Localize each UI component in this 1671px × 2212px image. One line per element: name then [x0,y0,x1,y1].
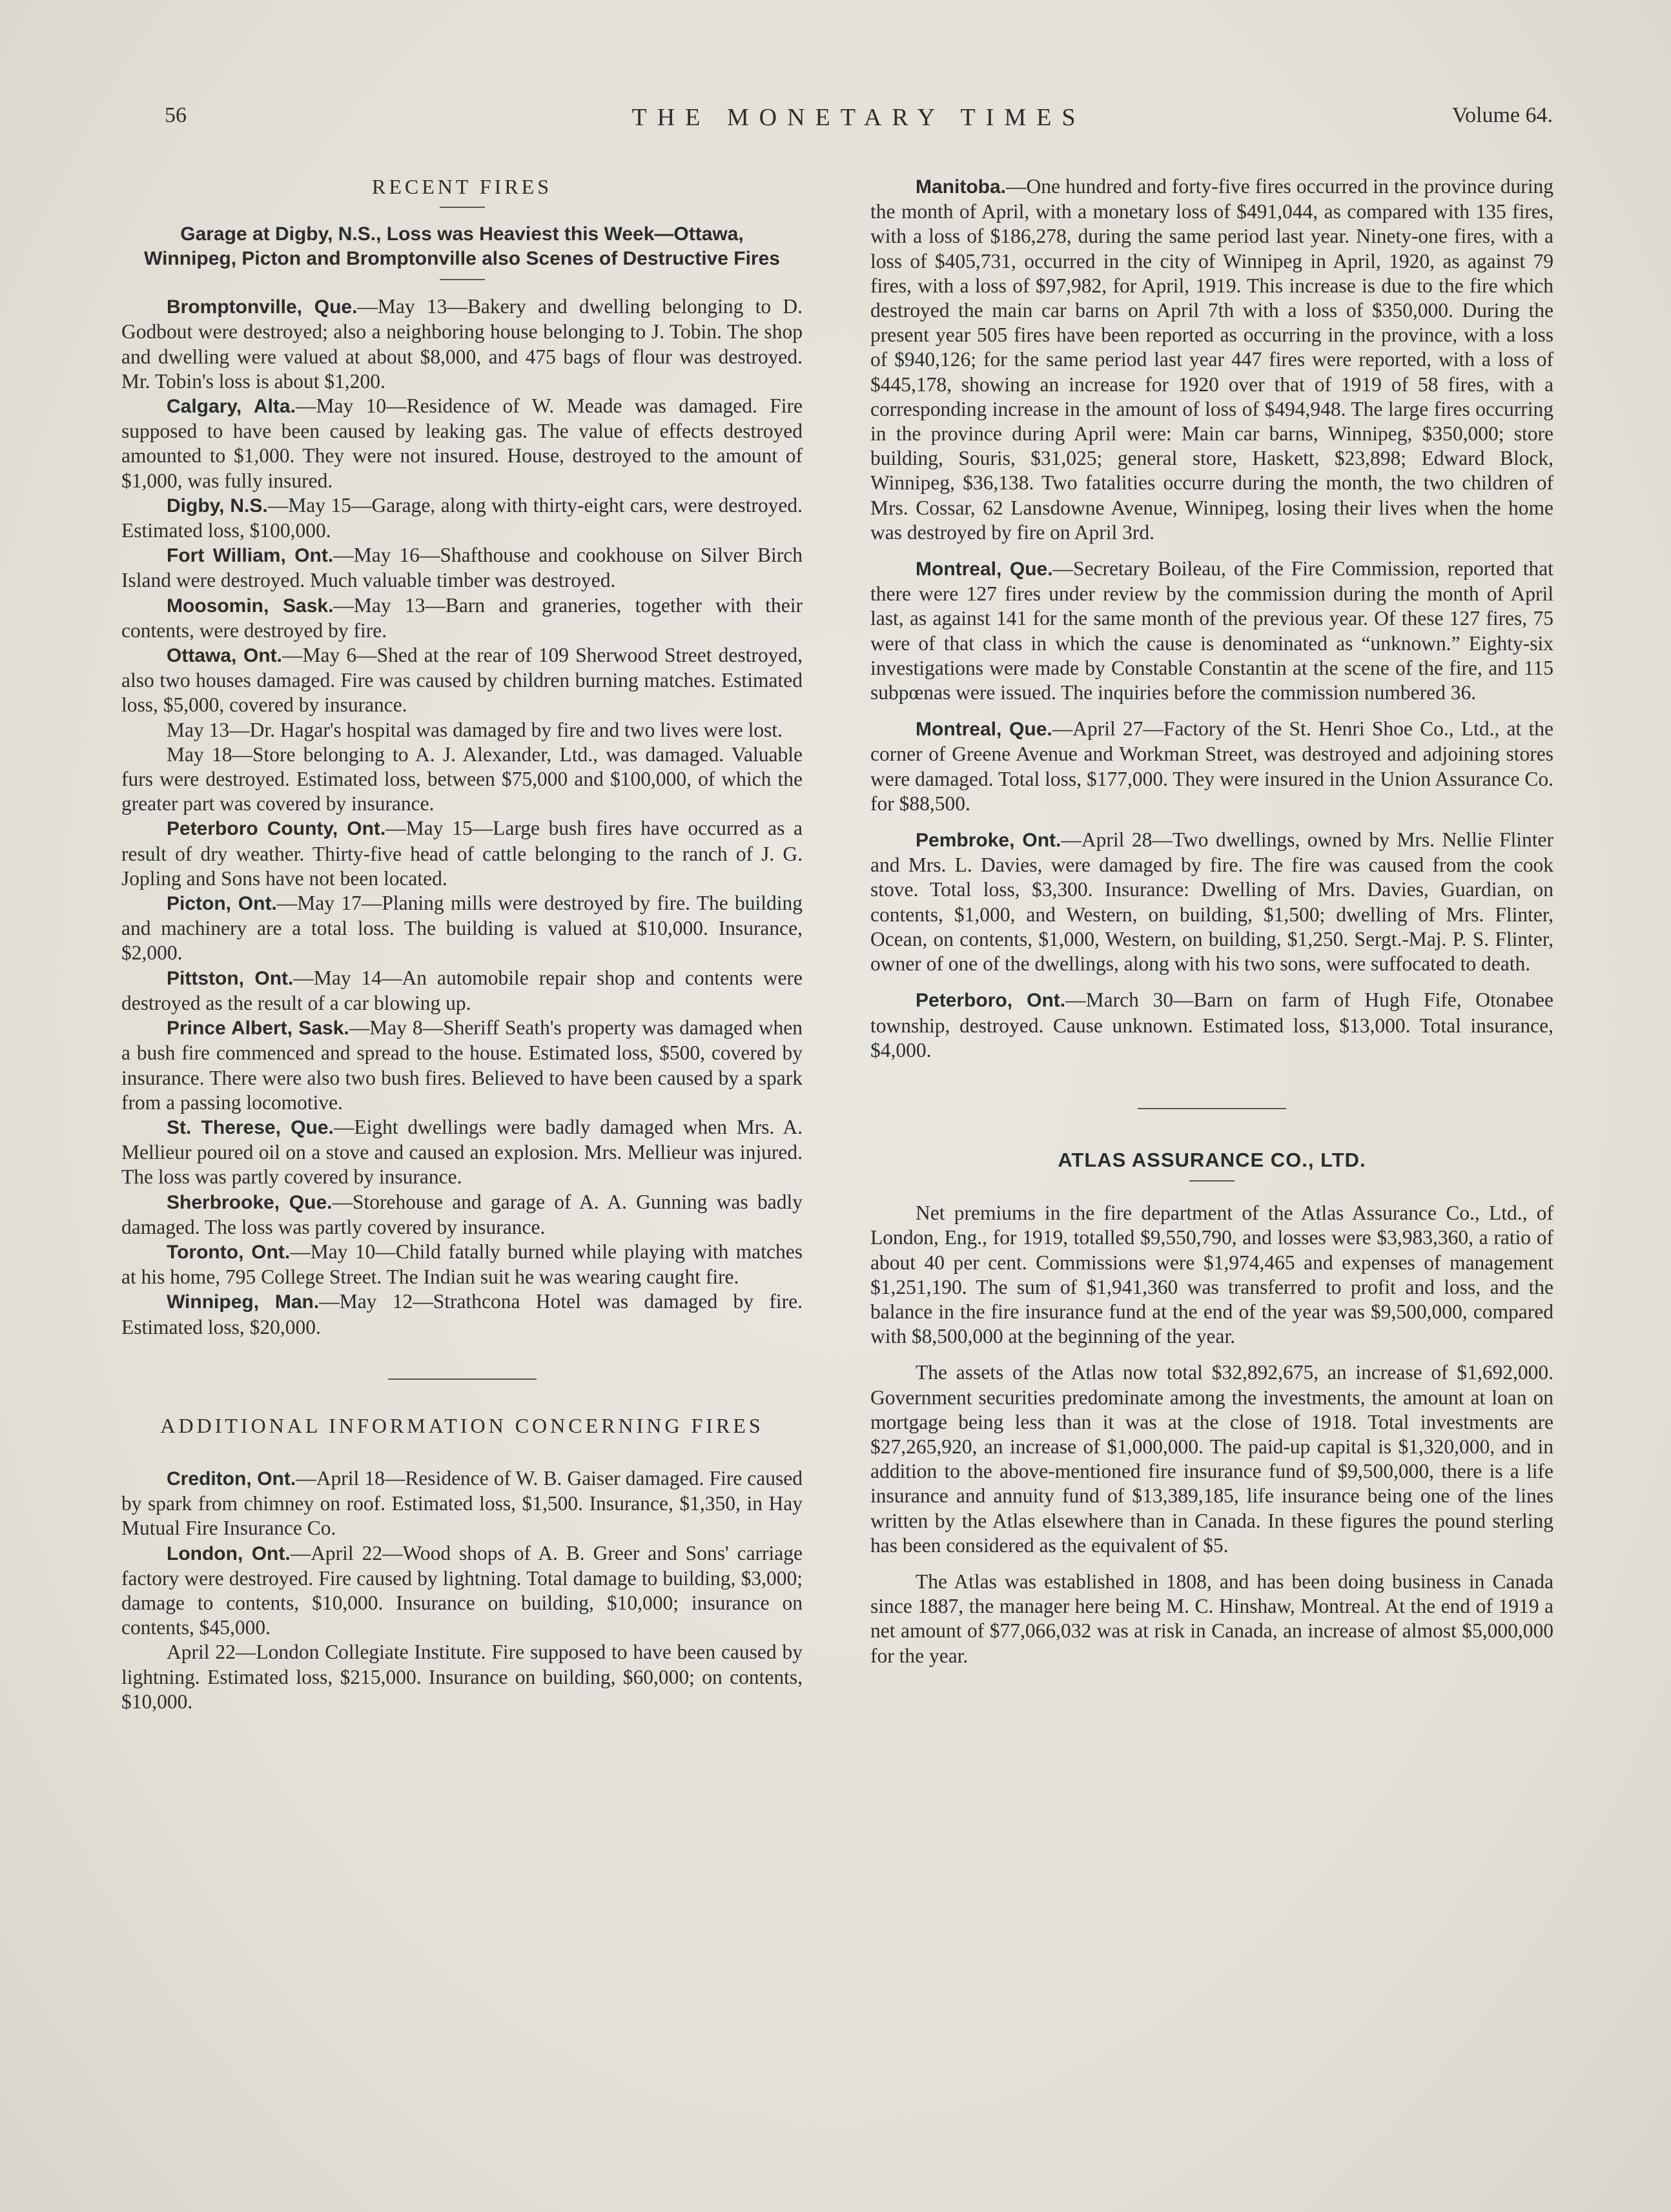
section-separator [388,1378,537,1380]
entry-place: Crediton, Ont. [167,1468,296,1490]
fire-entry [870,828,1553,976]
entry-text: —May 13—Barn and graneries, together with their contents, were destroyed by fire. [121,593,803,642]
fire-entry [121,394,803,493]
fire-entry [121,1466,803,1541]
fire-entry [121,718,803,742]
entry-text: —May 15—Large bush fires have occurred as a result of dry weather. Thirty-five head of cattle belonging to the ranch of J. G. Jopling and Sons have not been located. [121,817,803,890]
entry-place: Picton, Ont. [167,893,277,915]
entry-place: Manitoba. [916,176,1006,198]
entry-text: —One hundred and forty-five fires occurred in the province during the month of April, with a monetary loss of $491,044, as compared with 135 fires, with a loss of $186,278, during the same period last year. Ninety-one fires, with a loss of $405,731, occurred in the city of Winnipeg in April, 1920, as against 79 fires, with a loss of $97,982, for April, 1919. This increase is due to the fire which destroyed the main car barns on April 7th with a loss of $350,000. During the present year 505 fires have been reported as occurring in the province, with a loss of $940,126; for the same period last year 447 fires were reported, with a loss of $445,178, showing an increase for 1920 over that of 1919 of 58 fires, with a corresponding increase in the amount of loss of $494,948. The large fires occurring in the province during April were: Main car barns, Winnipeg, $350,000; store building, Souris, $31,025; general store, Haskett, $23,898; Edward Block, Winnipeg, $36,138. Two fatalities occurre during the month, the two children of Mrs. Cossar, 62 Lansdowne Avenue, Winnipeg, losing their lives when the home was destroyed by fire on April 3rd. [870,175,1553,544]
recent-fires-title: RECENT FIRES [372,175,552,198]
additional-info-title: ADDITIONAL INFORMATION CONCERNING FIRES [160,1413,764,1437]
entry-place: Peterboro County, Ont. [167,818,386,840]
fire-entry [121,1190,803,1240]
entry-place: Prince Albert, Sask. [167,1018,349,1039]
entry-text: —Eight dwellings were badly damaged when Mrs. A. Mellieur poured oil on a stove and caused an explosion. Mrs. Mellieur was injured. The loss was partly covered by insurance. [121,1115,803,1189]
entry-text: —April 22—Wood shops of A. B. Greer and Sons' carriage factory were destroyed. Fire caused by lightning. Total damage to building, $3,000; damage to contents, $10,000. Insurance on building, $10,000; insurance on contents, $45,000. [121,1541,803,1639]
entry-text: —May 10—Child fatally burned while playing with matches at his home, 795 College Street. The Indian suit he was wearing caught fire. [121,1240,803,1289]
entry-place: London, Ont. [167,1542,291,1564]
page-number: 56 [165,103,187,127]
entry-place: Moosomin, Sask. [167,595,334,617]
entry-text: —April 27—Factory of the St. Henri Shoe Co., Ltd., at the corner of Greene Avenue and Workman Street, was destroyed and adjoining stores were damaged. Total loss, $177,000. They were insured in the Union Assurance Co. for $88,500. [870,717,1553,815]
entry-text: —March 30—Barn on farm of Hugh Fife, Otonabee township, destroyed. Cause unknown. Estimated loss, $13,000. Total insurance, $4,000. [870,988,1553,1061]
entry-place: Digby, N.S. [167,495,268,517]
entry-place: Bromptonville, Que. [167,296,358,318]
recent-fires-list [121,294,803,1340]
title-rule [440,207,485,208]
fire-entry [121,1240,803,1289]
fire-entry [121,966,803,1016]
fire-entry [121,1115,803,1190]
left-column [121,174,803,1714]
entry-text: —May 16—Shafthouse and cookhouse on Silver Birch Island were destroyed. Much valuable timber was destroyed. [121,544,803,592]
atlas-paragraph: The Atlas was established in 1808, and has been doing business in Canada since 1887, the manager here being M. C. Hinshaw, Montreal. At the end of 1919 a net amount of $77,066,032 was at risk in Canada, an increase of almost $5,000,000 for the year. [870,1570,1553,1667]
fire-entry [121,493,803,543]
atlas-title-rule [1189,1180,1235,1182]
fire-entry [870,174,1553,545]
additional-info-continued [870,174,1553,1063]
fire-entry [121,643,803,718]
atlas-paragraph: The assets of the Atlas now total $32,892,675, an increase of $1,692,000. Government securities predominate among the investments, the amount at loan on mortgage being less than it was at the close of 1918. Total investments are $27,265,920, an increase of $1,000,000. The paid-up capital is $1,320,000, and in addition to the above-mentioned fire insurance fund of $9,500,000, there is a life insurance and annuity fund of $13,389,185, life insurance being one of the lines written by the Atlas elsewhere than in Canada. In these figures the pound sterling has been considered as the equivalent of $5. [870,1361,1553,1557]
entry-place: Peterboro, Ont. [916,990,1066,1012]
fire-entry [121,1289,803,1339]
fire-entry [121,891,803,966]
fire-entry [121,742,803,817]
fire-entry [121,1640,803,1714]
journal-title: THE MONETARY TIMES [631,104,1086,131]
entry-place: Ottawa, Ont. [167,645,282,667]
fire-entry [121,1541,803,1641]
entry-text: —May 10—Residence of W. Meade was damaged. Fire supposed to have been caused by leaking gas. The value of effects destroyed amounted to $1,000. They were not insured. House, destroyed to the amount of $1,000, was fully insured. [121,394,803,492]
atlas-title: ATLAS ASSURANCE CO., LTD. [1058,1148,1366,1171]
entry-text: —May 12—Strathcona Hotel was damaged by fire. Estimated loss, $20,000. [121,1290,803,1338]
fire-entry [121,816,803,891]
entry-text: —May 6—Shed at the rear of 109 Sherwood Street destroyed, also two houses damaged. Fire was caused by children burning matches. Estimated loss, $5,000, covered by insurance. [121,644,803,717]
entry-place: Fort William, Ont. [167,545,334,567]
entry-text: —May 17—Planing mills were destroyed by fire. The building and machinery are a total loss. The building is valued at $10,000. Insurance, $2,000. [121,892,803,965]
fire-entry [870,717,1553,816]
entry-place: St. Therese, Que. [167,1116,334,1138]
entry-text: —May 8—Sheriff Seath's property was damaged when a bush fire commenced and spread to the house. Estimated loss, $500, covered by insurance. There were also two bush fires. Believed to have been caused by a spark from a passing locomotive. [121,1016,803,1114]
entry-text: —April 18—Residence of W. B. Gaiser damaged. Fire caused by spark from chimney on roof. Estimated loss, $1,500. Insurance, $1,350, in Hay Mutual Fire Insurance Co. [121,1466,803,1540]
entry-place: Montreal, Que. [916,719,1052,741]
fire-entry [121,294,803,394]
entry-place: Montreal, Que. [916,558,1053,580]
entry-text: —May 14—An automobile repair shop and contents were destroyed as the result of a car blowing up. [121,966,803,1014]
fire-entry [121,543,803,593]
entry-text: —Secretary Boileau, of the Fire Commission, reported that there were 127 fires under review by the commission during the month of April last, as against 141 for the same month of the previous year. Of these 127 fires, 75 were of that class in which the cause is denominated as “unknown.” Eighty-six investigations were made by Constable Constantin at the scene of the fire, and 115 subpœnas were issued. The inquiries before the commission numbered 36. [870,557,1554,704]
fire-entry [870,988,1553,1063]
entry-place: Calgary, Alta. [167,396,296,418]
entry-text: May 18—Store belonging to A. J. Alexander, Ltd., was damaged. Valuable furs were destroyed. Estimated loss, between $75,000 and $100,000, of which the greater part was covered by insurance. [121,742,803,815]
entry-text: May 13—Dr. Hagar's hospital was damaged by fire and two lives were lost. [167,718,783,741]
subtitle-rule [440,279,485,280]
entry-place: Winnipeg, Man. [167,1291,320,1313]
entry-place: Pembroke, Ont. [916,830,1061,852]
additional-info-list [121,1466,803,1714]
fire-entry [870,557,1553,705]
entry-text: —May 15—Garage, along with thirty-eight cars, were destroyed. Estimated loss, $100,000. [121,493,803,542]
entry-place: Pittston, Ont. [167,967,294,989]
entry-place: Toronto, Ont. [167,1241,291,1263]
right-column [870,174,1553,1668]
fire-entry [121,1016,803,1115]
entry-text: —April 28—Two dwellings, owned by Mrs. Nellie Flinter and Mrs. L. Davies, were damaged by fire. The fire was caused from the cook stove. Total loss, $3,300. Insurance: Dwelling of Mrs. Davies, Guardian, on contents, $1,000, and Western, on building, $1,500; dwelling of Mrs. Flinter, Ocean, on contents, $1,000, Western, on building, $1,250. Sergt.-Maj. P. S. Flinter, owner of one of the dwellings, along with his two sons, were suffocated to death. [870,828,1553,976]
entry-text: —May 13—Bakery and dwelling belonging to D. Godbout were destroyed; also a neighboring house belonging to J. Tobin. The shop and dwelling were valued at about $8,000, and 475 bags of flour was destroyed. Mr. Tobin's loss is about $1,200. [121,295,803,393]
volume-label: Volume 64. [1451,103,1553,127]
entry-place: Sherbrooke, Que. [167,1191,333,1213]
entry-text: April 22—London Collegiate Institute. Fire supposed to have been caused by lightning. Estimated loss, $215,000. Insurance on building, $60,000; on contents, $10,000. [121,1641,803,1713]
atlas-paragraph: Net premiums in the fire department of the Atlas Assurance Co., Ltd., of London, Eng., for 1919, totalled $9,550,790, and losses were $3,983,360, a ratio of about 40 per cent. Commissions were $1,974,465 and expenses of management $1,251,190. The sum of $1,941,360 was transferred to profit and loss, and the balance in the fire insurance fund at the end of the year was $9,500,000, compared with $8,500,000 at the beginning of the year. [870,1202,1553,1348]
page-header [165,103,1553,142]
section-separator [1138,1108,1286,1109]
recent-fires-subtitle: Garage at Digby, N.S., Loss was Heaviest this Week—Ottawa, Winnipeg, Picton and Bromptonville also Scenes of Destructive Fires [144,223,780,270]
atlas-article [870,1201,1553,1668]
entry-text: —Storehouse and garage of A. A. Gunning was badly damaged. The loss was partly covered by insurance. [121,1190,803,1238]
fire-entry [121,593,803,643]
